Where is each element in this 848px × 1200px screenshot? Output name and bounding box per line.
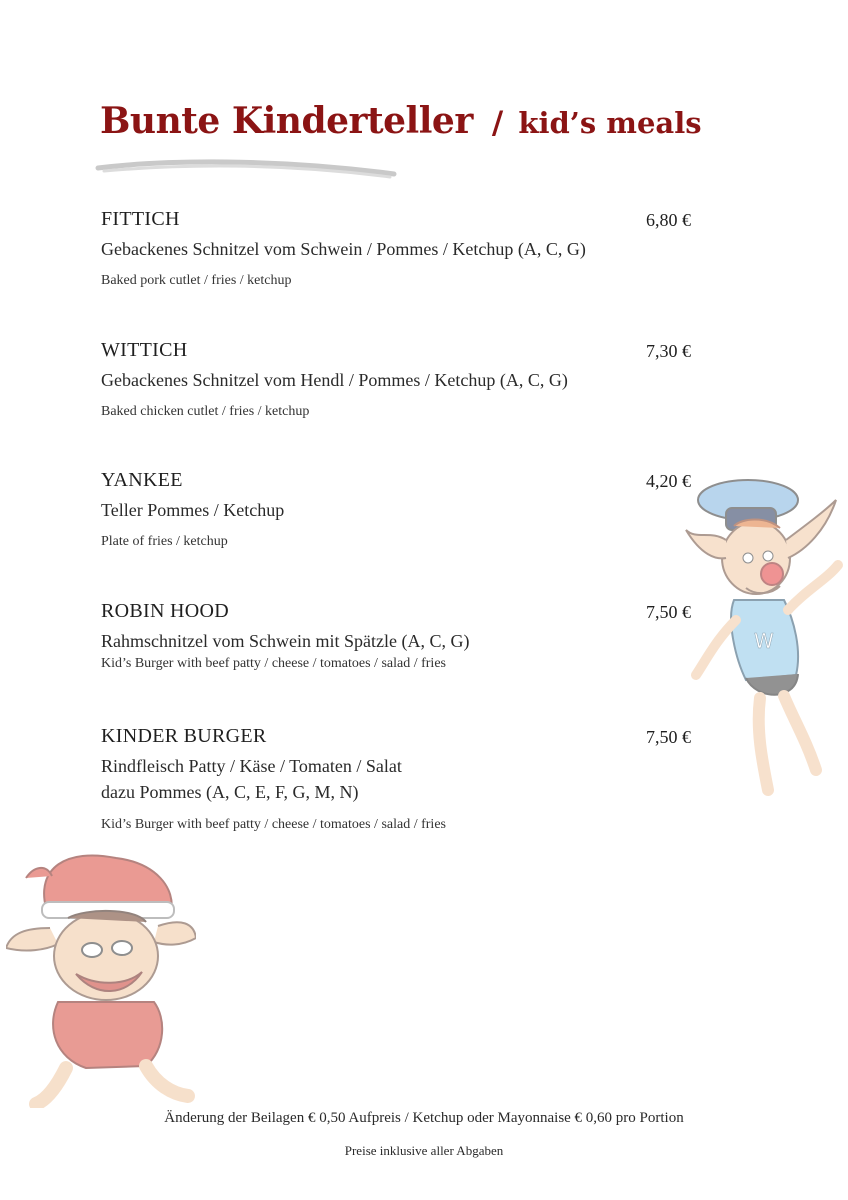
item-description-de: Rindfleisch Patty / Käse / Tomaten / Salat: [101, 756, 402, 776]
item-description-en: Baked pork cutlet / fries / ketchup: [101, 273, 292, 288]
item-description-en: Kid’s Burger with beef patty / cheese / tomatoes / salad / fries: [101, 656, 446, 671]
footer-tax-note: Preise inklusive aller Abgaben: [344, 1143, 504, 1158]
item-name: WITTICH: [101, 339, 188, 361]
item-description-de-line2: dazu Pommes (A, C, E, F, G, M, N): [101, 782, 359, 802]
item-description-de: Teller Pommes / Ketchup: [101, 500, 285, 520]
item-name: YANKEE: [101, 469, 183, 491]
item-price: 4,20 €: [646, 471, 691, 491]
item-price: 7,30 €: [646, 341, 691, 361]
title-underline-swoosh: [94, 152, 402, 182]
title-separator: /: [491, 105, 504, 141]
item-name: ROBIN HOOD: [101, 600, 229, 622]
item-description-en: Plate of fries / ketchup: [101, 534, 228, 549]
page-title: [100, 100, 702, 142]
item-price: 6,80 €: [646, 210, 691, 230]
item-description-de: Gebackenes Schnitzel vom Schwein / Pommes / Ketchup (A, C, G): [101, 239, 586, 259]
item-name: FITTICH: [101, 208, 180, 230]
item-description-en: Baked chicken cutlet / fries / ketchup: [101, 404, 310, 419]
troll-blue-cap-illustration: [676, 470, 848, 805]
item-description-de: Gebackenes Schnitzel vom Hendl / Pommes / Ketchup (A, C, G): [101, 370, 568, 390]
footer-side-dish-note: Änderung der Beilagen € 0,50 Aufpreis / Ketchup oder Mayonnaise € 0,60 pro Portion: [164, 1110, 684, 1126]
title-main: Bunte Kinderteller: [100, 100, 473, 142]
item-name: KINDER BURGER: [101, 725, 267, 747]
svg-text:W: W: [754, 629, 774, 653]
item-description-de: Rahmschnitzel vom Schwein mit Spätzle (A, C, G): [101, 631, 470, 651]
item-description-en: Kid’s Burger with beef patty / cheese / tomatoes / salad / fries: [101, 817, 446, 832]
item-price: 7,50 €: [646, 602, 691, 622]
title-subtitle: kid’s meals: [518, 106, 702, 140]
item-price: 7,50 €: [646, 727, 691, 747]
troll-red-hat-illustration: [6, 838, 196, 1108]
